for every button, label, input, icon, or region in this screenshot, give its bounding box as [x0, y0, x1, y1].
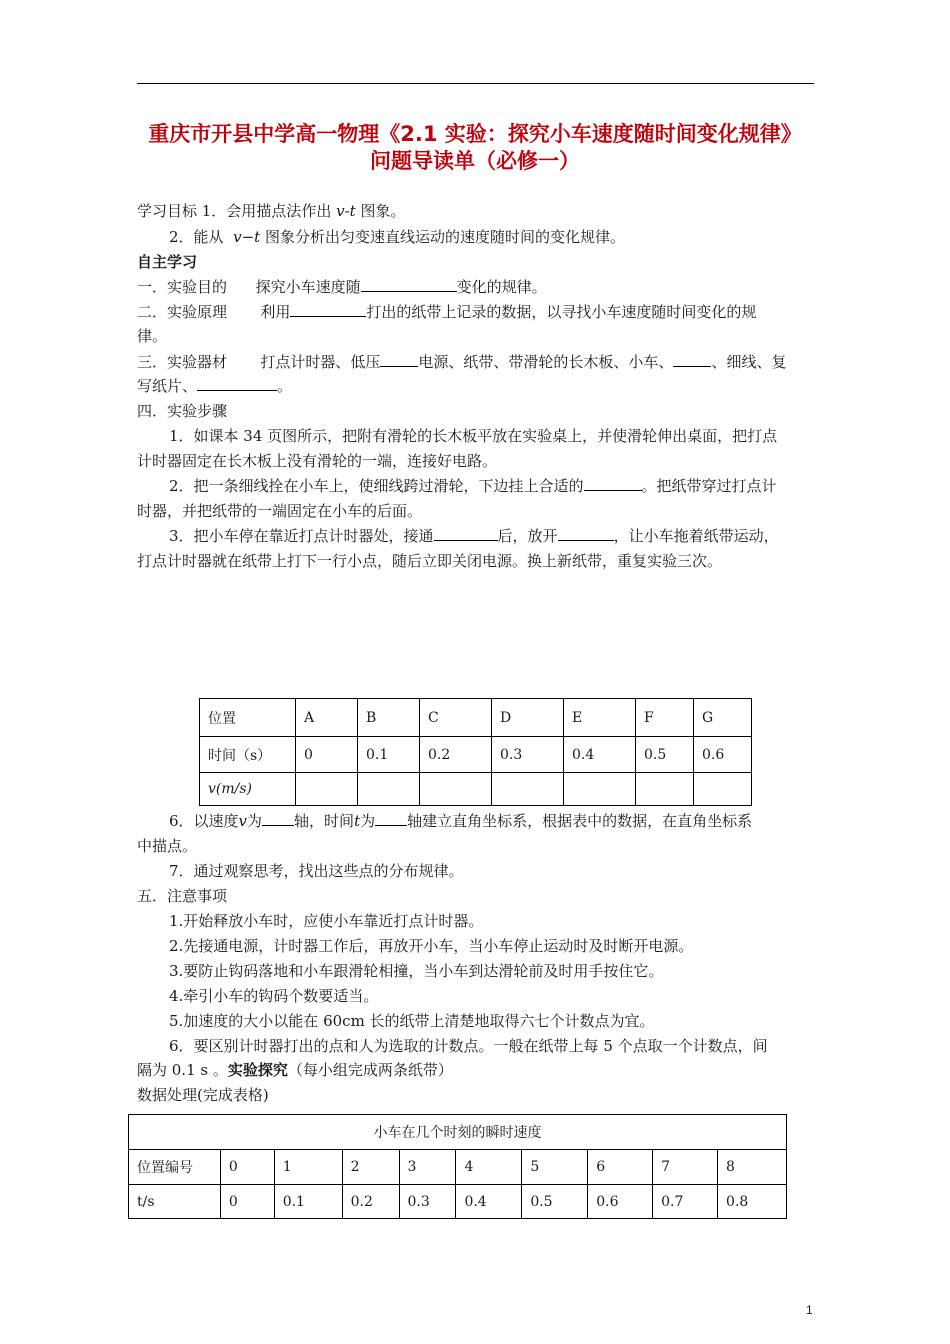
velocity-input-cell[interactable] [420, 773, 492, 806]
purpose-line: 一．实验目的 探究小车速度随 变化的规律。 [137, 278, 547, 296]
table-cell: 0.5 [636, 737, 694, 773]
objective-2: 2．能从 v−t 图象分析出匀变速直线运动的速度随时间的变化规律。 [169, 228, 625, 246]
table-cell: 8 [718, 1150, 787, 1185]
step-1a: 1．如课本 34 页图所示，把附有滑轮的长木板平放在实验桌上，并使滑轮伸出桌面，把打点 [169, 427, 778, 445]
note-6b: 隔为 0.1 s 。实验探究（每小组完成两条纸带） [137, 1061, 453, 1079]
table-cell: 0.3 [492, 737, 564, 773]
step-2b: 时器，并把纸带的一端固定在小车的后面。 [137, 502, 423, 520]
table-cell: 0.1 [274, 1185, 342, 1219]
table-cell: 0.2 [420, 737, 492, 773]
note-4: 4.牵引小车的钩码个数要适当。 [169, 987, 379, 1005]
blank-field[interactable] [197, 376, 277, 391]
table-cell: 5 [522, 1150, 588, 1185]
table-cell: 0.6 [588, 1185, 653, 1219]
table-cell: B [358, 699, 420, 737]
velocity-input-cell[interactable] [296, 773, 358, 806]
table-cell: G [694, 699, 752, 737]
table-cell: D [492, 699, 564, 737]
step-6a: 6．以速度v为 轴，时间t为 轴建立直角坐标系，根据表中的数据，在直角坐标系 [169, 812, 753, 830]
blank-field[interactable] [434, 526, 498, 541]
equipment-cont: 写纸片、 。 [137, 377, 293, 395]
step-3b: 打点计时器就在纸带上打下一行小点，随后立即关闭电源。换上新纸带，重复实验三次。 [137, 552, 723, 570]
blank-field[interactable] [262, 811, 294, 826]
step-2a: 2．把一条细线拴在小车上，使细线跨过滑轮，下边挂上合适的 。把纸带穿过打点计 [169, 477, 777, 495]
blank-field[interactable] [380, 352, 418, 367]
table-cell: 0.8 [718, 1185, 787, 1219]
table-cell: 位置编号 [129, 1150, 221, 1185]
table-row [129, 1185, 787, 1219]
table-cell: 0.5 [522, 1185, 588, 1219]
table-row [200, 737, 752, 773]
table-cell: 4 [456, 1150, 522, 1185]
table-cell: C [420, 699, 492, 737]
steps-heading: 四．实验步骤 [137, 402, 228, 420]
table-cell: A [296, 699, 358, 737]
table-row [200, 699, 752, 737]
table-cell: F [636, 699, 694, 737]
objective-1: 学习目标 1．会用描点法作出 v-t 图象。 [137, 202, 406, 220]
note-3: 3.要防止钩码落地和小车跟滑轮相撞，当小车到达滑轮前及时用手按住它。 [169, 962, 664, 980]
note-6a: 6．要区别计时器打出的点和人为选取的计数点。一般在纸带上每 5 个点取一个计数点，间 [169, 1037, 768, 1055]
table-cell: E [564, 699, 636, 737]
table-cell: 0.2 [342, 1185, 399, 1219]
table-cell: 6 [588, 1150, 653, 1185]
blank-field[interactable] [584, 476, 642, 491]
table-cell: 0.6 [694, 737, 752, 773]
page-subtitle: 问题导读单（必修一） [370, 149, 580, 173]
step-1b: 计时器固定在长木板上没有滑轮的一端，连接好电路。 [137, 452, 498, 470]
table-caption: 小车在几个时刻的瞬时速度 [129, 1115, 787, 1150]
header-rule [137, 83, 814, 84]
page-number: 1 [806, 1303, 813, 1317]
velocity-input-cell[interactable] [492, 773, 564, 806]
table-cell: 0 [220, 1150, 274, 1185]
data-processing-label: 数据处理(完成表格) [137, 1086, 269, 1104]
table-cell: 7 [653, 1150, 718, 1185]
table-cell: t/s [129, 1185, 221, 1219]
blank-field[interactable] [290, 302, 366, 317]
table-cell: 1 [274, 1150, 342, 1185]
velocity-table [128, 1114, 787, 1219]
blank-field[interactable] [558, 526, 614, 541]
table-row [129, 1150, 787, 1185]
principle-cont: 律。 [137, 327, 168, 345]
table-cell: 0.4 [456, 1185, 522, 1219]
table-cell: 位置 [200, 699, 296, 737]
velocity-input-cell[interactable] [564, 773, 636, 806]
blank-field[interactable] [375, 811, 407, 826]
table-cell: 2 [342, 1150, 399, 1185]
table-cell: 0 [220, 1185, 274, 1219]
velocity-input-cell[interactable] [694, 773, 752, 806]
equipment-line: 三．实验器材 打点计时器、低压 电源、纸带、带滑轮的长木板、小车、 、细线、复 [137, 353, 787, 371]
step-7: 7．通过观察思考，找出这些点的分布规律。 [169, 862, 464, 880]
page-title: 重庆市开县中学高一物理《2.1 实验：探究小车速度随时间变化规律》 [148, 122, 802, 146]
blank-field[interactable] [673, 352, 711, 367]
table-cell: v(m/s) [200, 773, 296, 806]
step-3a: 3．把小车停在靠近打点计时器处，接通 后，放开 ，让小车拖着纸带运动， [169, 527, 779, 545]
table-cell: 0.4 [564, 737, 636, 773]
table-cell: 0.7 [653, 1185, 718, 1219]
self-study-heading: 自主学习 [137, 253, 198, 271]
notes-heading: 五．注意事项 [137, 887, 228, 905]
table-cell: 时间（s） [200, 737, 296, 773]
note-5: 5.加速度的大小以能在 60cm 长的纸带上清楚地取得六七个计数点为宜。 [169, 1012, 655, 1030]
note-2: 2.先接通电源，计时器工作后，再放开小车，当小车停止运动时及时断开电源。 [169, 937, 694, 955]
note-1: 1.开始释放小车时，应使小车靠近打点计时器。 [169, 912, 484, 930]
table-caption-row [129, 1115, 787, 1150]
step-6b: 中描点。 [137, 837, 198, 855]
table-cell: 0.1 [358, 737, 420, 773]
table-cell: 0.3 [399, 1185, 456, 1219]
table-row [200, 773, 752, 806]
principle-line: 二．实验原理 利用 打出的纸带上记录的数据，以寻找小车速度随时间变化的规 [137, 303, 757, 321]
table-cell: 3 [399, 1150, 456, 1185]
velocity-input-cell[interactable] [358, 773, 420, 806]
table-cell: 0 [296, 737, 358, 773]
measurement-table [199, 698, 752, 806]
blank-field[interactable] [361, 277, 457, 292]
velocity-input-cell[interactable] [636, 773, 694, 806]
